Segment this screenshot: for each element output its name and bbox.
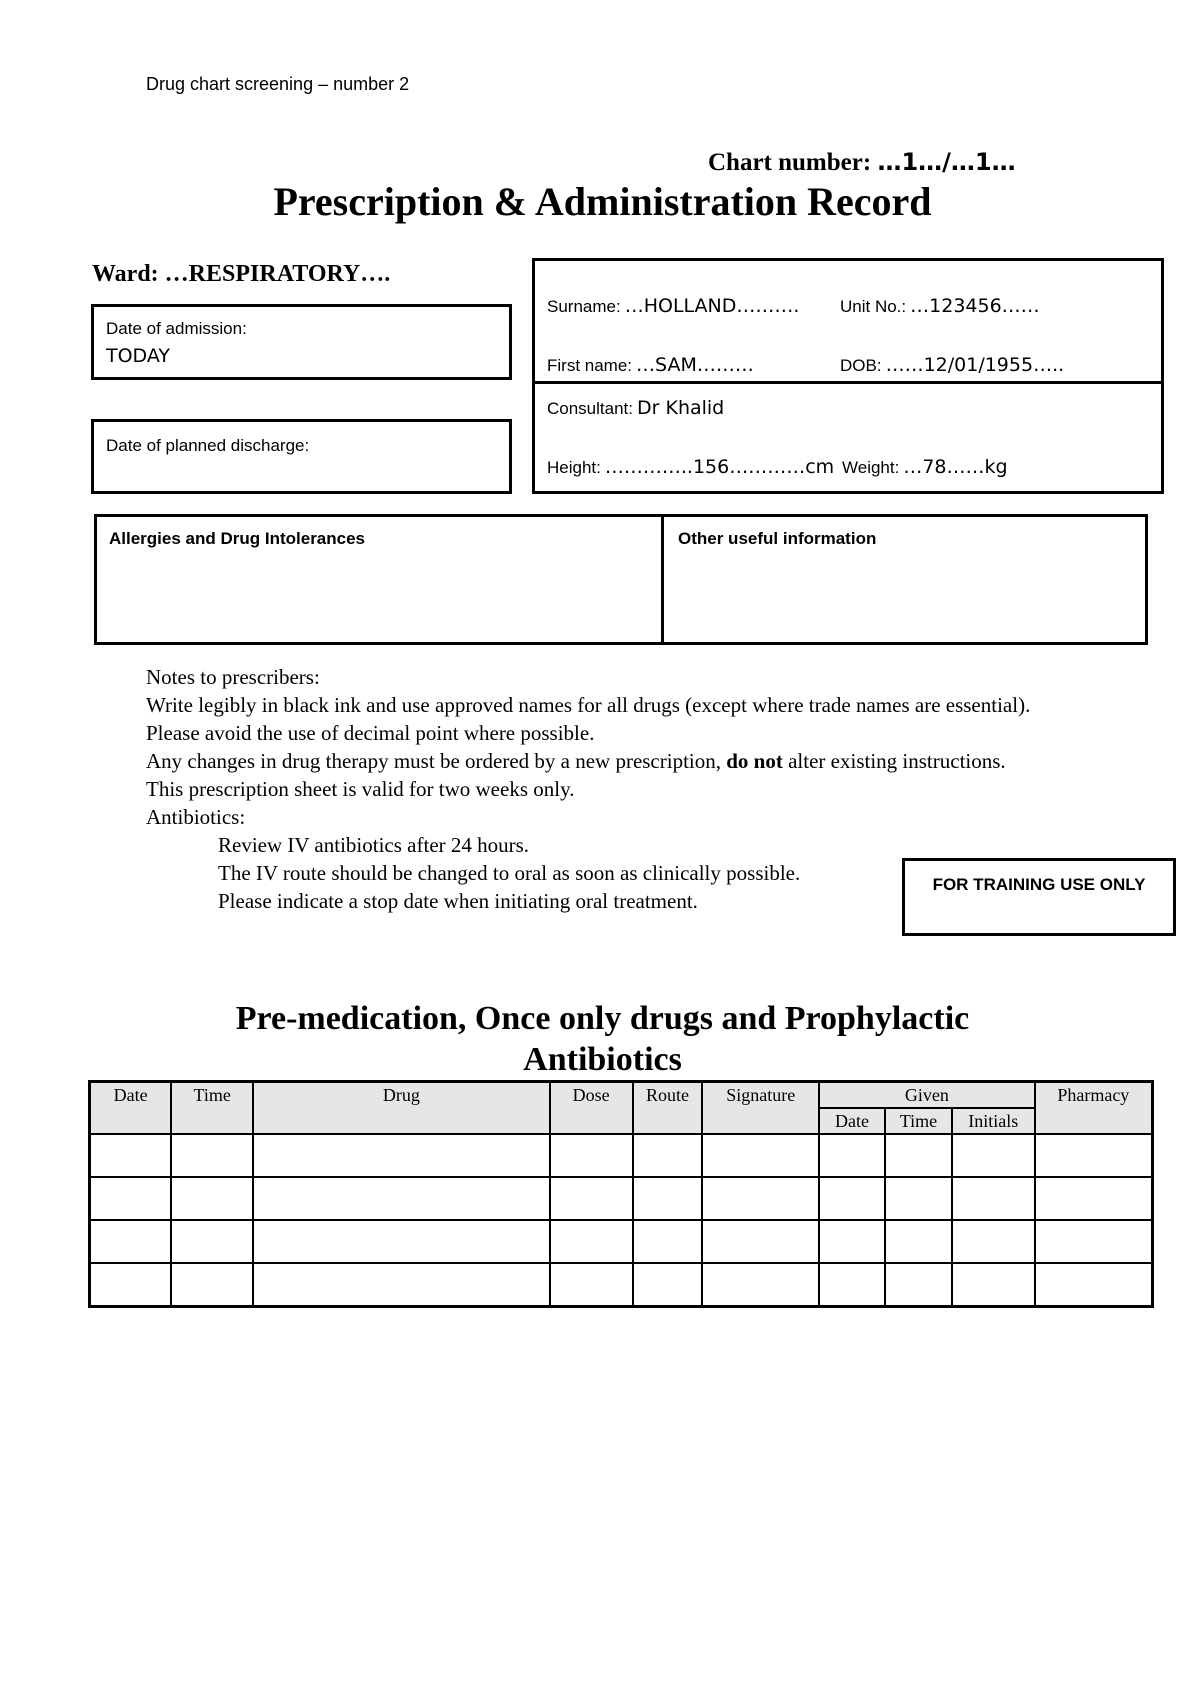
section-title-line: Antibiotics bbox=[523, 1041, 682, 1078]
table-row bbox=[90, 1263, 1153, 1307]
patient-details-box bbox=[532, 258, 1164, 384]
unit-label: Unit No.: bbox=[840, 297, 907, 316]
dob-field bbox=[840, 354, 1064, 376]
table-cell[interactable] bbox=[550, 1220, 633, 1263]
table-cell[interactable] bbox=[952, 1134, 1035, 1177]
notes-heading: Notes to prescribers: bbox=[146, 665, 320, 689]
table-cell[interactable] bbox=[90, 1220, 172, 1263]
table-cell[interactable] bbox=[171, 1263, 253, 1307]
col-header-given-initials: Initials bbox=[952, 1108, 1035, 1134]
unit-field bbox=[840, 295, 1040, 317]
section-title-line: Pre-medication, Once only drugs and Prophylactic bbox=[235, 1000, 970, 1037]
col-header-given-time: Time bbox=[885, 1108, 952, 1134]
table-cell[interactable] bbox=[253, 1220, 550, 1263]
table-cell[interactable] bbox=[171, 1134, 253, 1177]
admission-label: Date of admission: bbox=[106, 319, 247, 338]
table-cell[interactable] bbox=[952, 1220, 1035, 1263]
table-cell[interactable] bbox=[702, 1220, 819, 1263]
table-cell[interactable] bbox=[819, 1177, 885, 1220]
table-cell[interactable] bbox=[550, 1177, 633, 1220]
table-cell[interactable] bbox=[819, 1134, 885, 1177]
ward-field bbox=[92, 261, 390, 288]
chart-number-label: Chart number: bbox=[708, 149, 872, 176]
height-field bbox=[547, 456, 834, 478]
admission-box bbox=[91, 304, 512, 380]
firstname-field bbox=[547, 354, 754, 376]
training-label: FOR TRAINING USE ONLY bbox=[932, 875, 1146, 894]
table-cell[interactable] bbox=[90, 1263, 172, 1307]
table-cell[interactable] bbox=[633, 1220, 703, 1263]
col-header-date: Date bbox=[90, 1082, 172, 1135]
surname-value: …HOLLAND………. bbox=[624, 295, 800, 317]
firstname-value: …SAM……… bbox=[636, 354, 754, 376]
table-cell[interactable] bbox=[633, 1263, 703, 1307]
table-cell[interactable] bbox=[253, 1263, 550, 1307]
table-cell[interactable] bbox=[885, 1134, 952, 1177]
section-title bbox=[0, 998, 1200, 1080]
table-cell[interactable] bbox=[253, 1177, 550, 1220]
table-row bbox=[90, 1134, 1153, 1177]
table-cell[interactable] bbox=[90, 1134, 172, 1177]
antibiotics-note: Review IV antibiotics after 24 hours. bbox=[218, 833, 530, 857]
once-only-drugs-table bbox=[88, 1080, 1154, 1308]
training-badge bbox=[902, 858, 1176, 936]
chart-number-value: …1…/…1… bbox=[877, 148, 1016, 176]
table-cell[interactable] bbox=[1035, 1177, 1153, 1220]
table-cell[interactable] bbox=[819, 1263, 885, 1307]
weight-label: Weight: bbox=[842, 458, 900, 477]
table-cell[interactable] bbox=[1035, 1134, 1153, 1177]
consultant-value: Dr Khalid bbox=[637, 397, 725, 419]
consultant-field bbox=[547, 397, 724, 419]
allergies-label: Allergies and Drug Intolerances bbox=[109, 529, 366, 548]
antibiotics-note: Please indicate a stop date when initiating oral treatment. bbox=[218, 889, 698, 913]
notes-line: Write legibly in black ink and use approved names for all drugs (except where trade names are essential). bbox=[146, 693, 1031, 717]
weight-field bbox=[842, 456, 1008, 478]
weight-value: …78……kg bbox=[903, 456, 1008, 478]
table-cell[interactable] bbox=[819, 1220, 885, 1263]
col-header-dose: Dose bbox=[550, 1082, 633, 1135]
admission-value: TODAY bbox=[106, 345, 170, 367]
table-cell[interactable] bbox=[633, 1177, 703, 1220]
table-cell[interactable] bbox=[171, 1220, 253, 1263]
table-cell[interactable] bbox=[702, 1263, 819, 1307]
table-cell[interactable] bbox=[952, 1177, 1035, 1220]
col-header-route: Route bbox=[633, 1082, 703, 1135]
col-header-time: Time bbox=[171, 1082, 253, 1135]
other-info-label: Other useful information bbox=[678, 529, 877, 548]
height-label: Height: bbox=[547, 458, 601, 477]
table-cell[interactable] bbox=[885, 1220, 952, 1263]
col-header-given-date: Date bbox=[819, 1108, 885, 1134]
firstname-label: First name: bbox=[547, 356, 633, 375]
chart-number bbox=[708, 148, 1016, 177]
table-cell[interactable] bbox=[633, 1134, 703, 1177]
table-row bbox=[90, 1220, 1153, 1263]
consultant-label: Consultant: bbox=[547, 399, 633, 418]
notes-line-text: alter existing instructions. bbox=[782, 749, 1006, 773]
table-cell[interactable] bbox=[253, 1134, 550, 1177]
table-cell[interactable] bbox=[90, 1177, 172, 1220]
table-cell[interactable] bbox=[702, 1134, 819, 1177]
header-note: Drug chart screening – number 2 bbox=[146, 74, 410, 94]
allergies-box bbox=[94, 514, 664, 645]
antibiotics-heading: Antibiotics: bbox=[146, 805, 246, 829]
unit-value: …123456…… bbox=[910, 295, 1040, 317]
ward-value: …RESPIRATORY…. bbox=[164, 261, 391, 287]
table-row bbox=[90, 1177, 1153, 1220]
surname-label: Surname: bbox=[547, 297, 621, 316]
table-cell[interactable] bbox=[1035, 1220, 1153, 1263]
notes-emphasis: do not bbox=[726, 749, 783, 773]
col-header-given: Given bbox=[819, 1082, 1035, 1109]
page-title: Prescription & Administration Record bbox=[273, 179, 932, 224]
table-cell[interactable] bbox=[885, 1263, 952, 1307]
table-cell[interactable] bbox=[171, 1177, 253, 1220]
surname-field bbox=[547, 295, 799, 317]
col-header-signature: Signature bbox=[702, 1082, 819, 1135]
table-cell[interactable] bbox=[550, 1263, 633, 1307]
table-cell[interactable] bbox=[702, 1177, 819, 1220]
discharge-box bbox=[91, 419, 512, 494]
consultant-box bbox=[532, 381, 1164, 494]
col-header-pharmacy: Pharmacy bbox=[1035, 1082, 1153, 1135]
notes-line bbox=[146, 747, 1060, 775]
other-info-box bbox=[661, 514, 1148, 645]
table-cell[interactable] bbox=[550, 1134, 633, 1177]
antibiotics-note: The IV route should be changed to oral as soon as clinically possible. bbox=[218, 861, 801, 885]
notes-line-text: Any changes in drug therapy must be ordered by a new prescription, bbox=[146, 749, 727, 773]
notes-line: This prescription sheet is valid for two weeks only. bbox=[146, 777, 575, 801]
table-cell[interactable] bbox=[1035, 1263, 1153, 1307]
dob-value: ……12/01/1955….. bbox=[885, 354, 1065, 376]
table-cell[interactable] bbox=[885, 1177, 952, 1220]
height-value: …………..156…………cm bbox=[604, 456, 835, 478]
table-cell[interactable] bbox=[952, 1263, 1035, 1307]
col-header-drug: Drug bbox=[253, 1082, 550, 1135]
ward-label: Ward: bbox=[92, 261, 159, 287]
discharge-label: Date of planned discharge: bbox=[106, 436, 310, 455]
dob-label: DOB: bbox=[840, 356, 882, 375]
notes-line: Please avoid the use of decimal point where possible. bbox=[146, 721, 595, 745]
